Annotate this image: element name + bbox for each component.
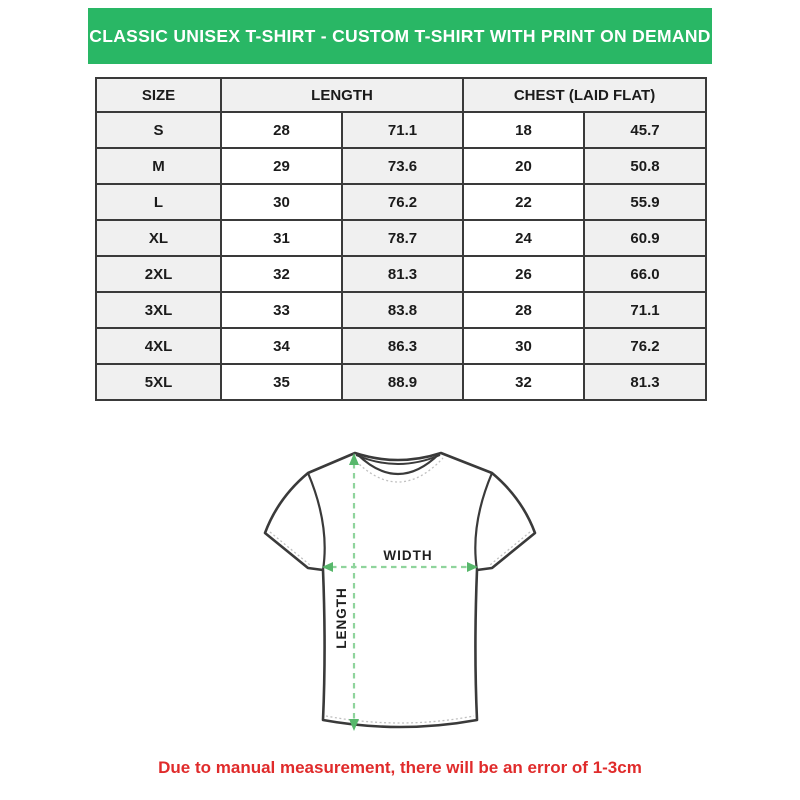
header-chest: CHEST (LAID FLAT) [463,78,706,112]
chest-in-cell: 24 [463,220,584,256]
length-in-cell: 34 [221,328,342,364]
length-in-cell: 31 [221,220,342,256]
length-in-cell: 32 [221,256,342,292]
size-cell: 2XL [96,256,221,292]
chest-in-cell: 30 [463,328,584,364]
length-in-cell: 35 [221,364,342,400]
length-cm-cell: 83.8 [342,292,463,328]
length-cm-cell: 81.3 [342,256,463,292]
chest-cm-cell: 55.9 [584,184,706,220]
measurement-error-note: Due to manual measurement, there will be an error of 1-3cm [158,758,642,777]
size-cell: L [96,184,221,220]
chest-in-cell: 20 [463,148,584,184]
size-cell: 3XL [96,292,221,328]
table-row [96,328,706,364]
chest-cm-cell: 45.7 [584,112,706,148]
chest-in-cell: 26 [463,256,584,292]
size-cell: M [96,148,221,184]
size-table [95,77,707,401]
tshirt-measurement-diagram [250,440,550,750]
size-cell: S [96,112,221,148]
page-title: CLASSIC UNISEX T-SHIRT - CUSTOM T-SHIRT WITH PRINT ON DEMAND [88,8,712,64]
table-row [96,292,706,328]
length-cm-cell: 73.6 [342,148,463,184]
length-in-cell: 30 [221,184,342,220]
chest-in-cell: 22 [463,184,584,220]
length-cm-cell: 71.1 [342,112,463,148]
header-length: LENGTH [221,78,463,112]
header-size: SIZE [96,78,221,112]
tshirt-diagram-svg [250,440,550,750]
table-header-row [96,78,706,112]
length-label: LENGTH [334,587,349,649]
chest-in-cell: 28 [463,292,584,328]
chest-cm-cell: 60.9 [584,220,706,256]
table-row [96,256,706,292]
chest-in-cell: 32 [463,364,584,400]
chest-cm-cell: 81.3 [584,364,706,400]
length-in-cell: 28 [221,112,342,148]
length-in-cell: 29 [221,148,342,184]
table-row [96,220,706,256]
chest-cm-cell: 50.8 [584,148,706,184]
chest-cm-cell: 76.2 [584,328,706,364]
length-in-cell: 33 [221,292,342,328]
table-row [96,112,706,148]
width-label: WIDTH [383,548,433,563]
size-cell: XL [96,220,221,256]
table-row [96,364,706,400]
length-cm-cell: 88.9 [342,364,463,400]
size-cell: 5XL [96,364,221,400]
length-cm-cell: 76.2 [342,184,463,220]
length-cm-cell: 78.7 [342,220,463,256]
tshirt-outline [265,453,535,727]
table-row [96,148,706,184]
table-row [96,184,706,220]
size-cell: 4XL [96,328,221,364]
length-cm-cell: 86.3 [342,328,463,364]
chest-cm-cell: 71.1 [584,292,706,328]
chest-in-cell: 18 [463,112,584,148]
chest-cm-cell: 66.0 [584,256,706,292]
